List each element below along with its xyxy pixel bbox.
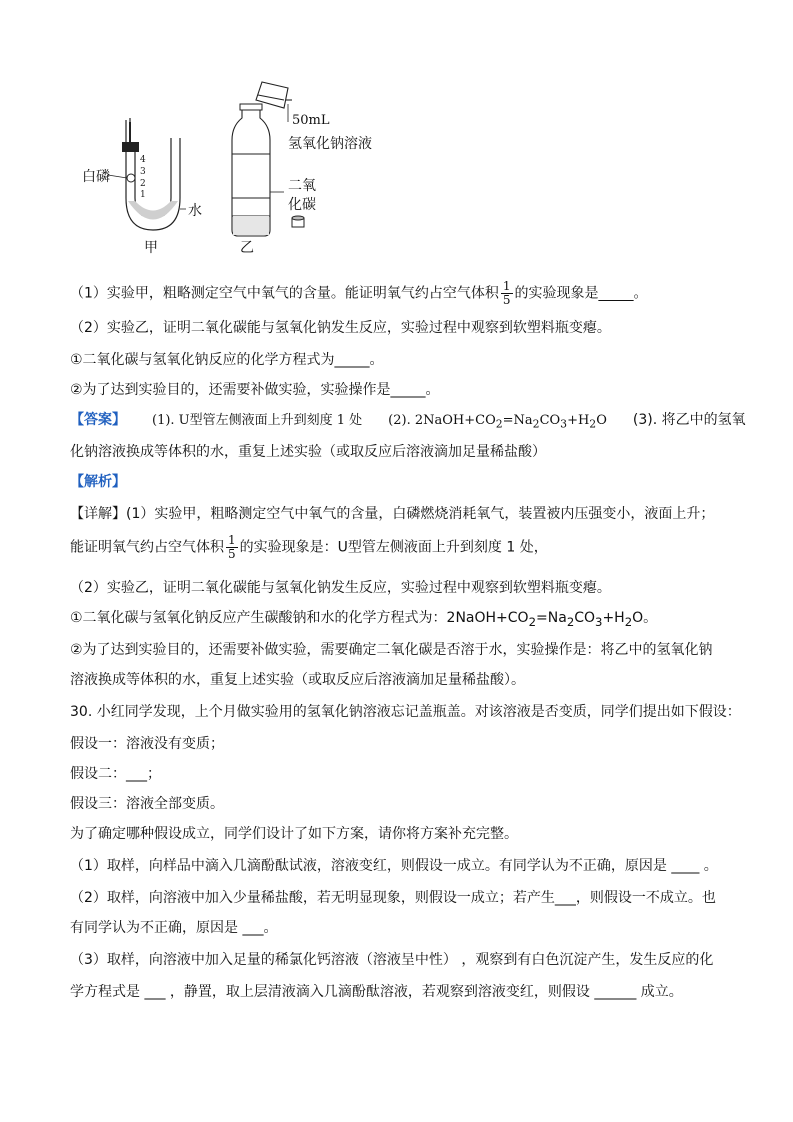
stopper	[122, 142, 139, 152]
answer-2: (2). $2NaOH+CO_2=Na_2CO_3+H_2O$	[388, 413, 607, 431]
label-water: 水	[188, 203, 202, 219]
q30-part-3b: 学方程式是 ___ ，静置，取上层清液滴入几滴酚酞溶液，若观察到溶液变红，则假设 ______ 成立。	[70, 984, 683, 1000]
scale-2: 2	[140, 179, 146, 189]
answer-line-2: 化钠溶液换成等体积的水，重复上述实验（或取反应后溶液滴加足量稀盐酸）	[70, 444, 546, 460]
detail-line-6: 溶液换成等体积的水，重复上述实验（或取反应后溶液滴加足量稀盐酸）。	[70, 672, 525, 688]
bottle-mouth	[240, 104, 262, 110]
label-white-phosphorus: 白磷	[82, 169, 110, 185]
question-2a: ①二氧化碳与氢氧化钠反应的化学方程式为_____。	[70, 352, 384, 368]
q30-part-1: （1）取样，向样品中滴入几滴酚酞试液，溶液变红，则假设一成立。有同学认为不正确，原因是 ____ 。	[70, 858, 718, 874]
detail-line-3: （2）实验乙，证明二氧化碳能与氢氧化钠发生反应，实验过程中观察到软塑料瓶变瘪。	[70, 580, 611, 596]
q30-hypothesis-1: 假设一：溶液没有变质；	[70, 736, 224, 752]
answer-line	[70, 410, 746, 435]
q30-part-2: （2）取样，向溶液中加入少量稀盐酸，若无明显现象，则假设一成立；若产生___，则假设一不成立。也	[70, 890, 716, 906]
q30-part-3: （3）取样，向溶液中加入足量的稀氯化钙溶液（溶液呈中性） ，观察到有白色沉淀产生，发生反应的化	[70, 952, 714, 968]
scale-4: 4	[140, 155, 146, 165]
label-co2-line2: 化碳	[288, 197, 316, 213]
white-phosphorus	[127, 174, 135, 182]
water-fill	[128, 201, 178, 220]
detail-line-5: ②为了达到实验目的，还需要补做实验，需要确定二氧化碳是否溶于水，实验操作是：将乙中的氢氧化钠	[70, 642, 713, 658]
small-cap	[292, 216, 304, 227]
experiment-figure	[70, 78, 390, 260]
answer-3: (3). 将乙中的氢氧	[632, 412, 746, 428]
label-50ml: 50mL	[292, 113, 330, 128]
question-2b: ②为了达到实验目的，还需要补做实验，实验操作是_____。	[70, 382, 440, 398]
scale-3: 3	[140, 167, 146, 177]
label-naoh-solution: 氢氧化钠溶液	[288, 136, 372, 152]
q30-hypothesis-2: 假设二：___；	[70, 766, 161, 782]
caption-yi: 乙	[240, 240, 254, 256]
q30-part-2b: 有同学认为不正确，原因是 ___。	[70, 920, 278, 936]
answer-tag: 【答案】	[70, 412, 126, 428]
fraction: $\frac{1}{5}$	[502, 279, 511, 307]
caption-jia: 甲	[144, 240, 158, 256]
fraction-2: $\frac{1}{5}$	[228, 533, 236, 561]
q30-plan: 为了确定哪种假设成立，同学们设计了如下方案，请你将方案补充完整。	[70, 826, 518, 842]
analysis-tag: 【解析】	[70, 474, 126, 490]
detail-line-2: 能证明氧气约占空气体积 $\frac{1}{5}$ 的实验现象是：U型管左侧液面上升到刻度 1 处，	[70, 533, 548, 561]
question-2: （2）实验乙，证明二氧化碳能与氢氧化钠发生反应，实验过程中观察到软塑料瓶变瘪。	[70, 320, 611, 336]
detail-line-1: 【详解】(1）实验甲，粗略测定空气中氧气的含量，白磷燃烧消耗氧气，装置被内压强变小，液面上升；	[70, 506, 715, 522]
question-1	[70, 280, 648, 307]
bottle-liquid	[233, 216, 269, 235]
q1-text: （1）实验甲，粗略测定空气中氧气的含量。能证明氧气约占空气体积	[70, 285, 499, 302]
q30-intro: 30. 小红同学发现，上个月做实验用的氢氧化钠溶液忘记盖瓶盖。对该溶液是否变质，同学们提出如下假设：	[70, 704, 741, 720]
answer-1: (1). U型管左侧液面上升到刻度 1 处	[152, 413, 363, 428]
detail-line-4: ①二氧化碳与氢氧化钠反应产生碳酸钠和水的化学方程式为：$2NaOH+CO_2=Na_2CO_3+H_2O$。	[70, 610, 658, 629]
q1-text-after: 的实验现象是_____。	[514, 285, 648, 302]
scale-1: 1	[140, 190, 146, 200]
q30-hypothesis-3: 假设三：溶液全部变质。	[70, 796, 224, 812]
label-co2-line1: 二氧	[288, 178, 316, 194]
